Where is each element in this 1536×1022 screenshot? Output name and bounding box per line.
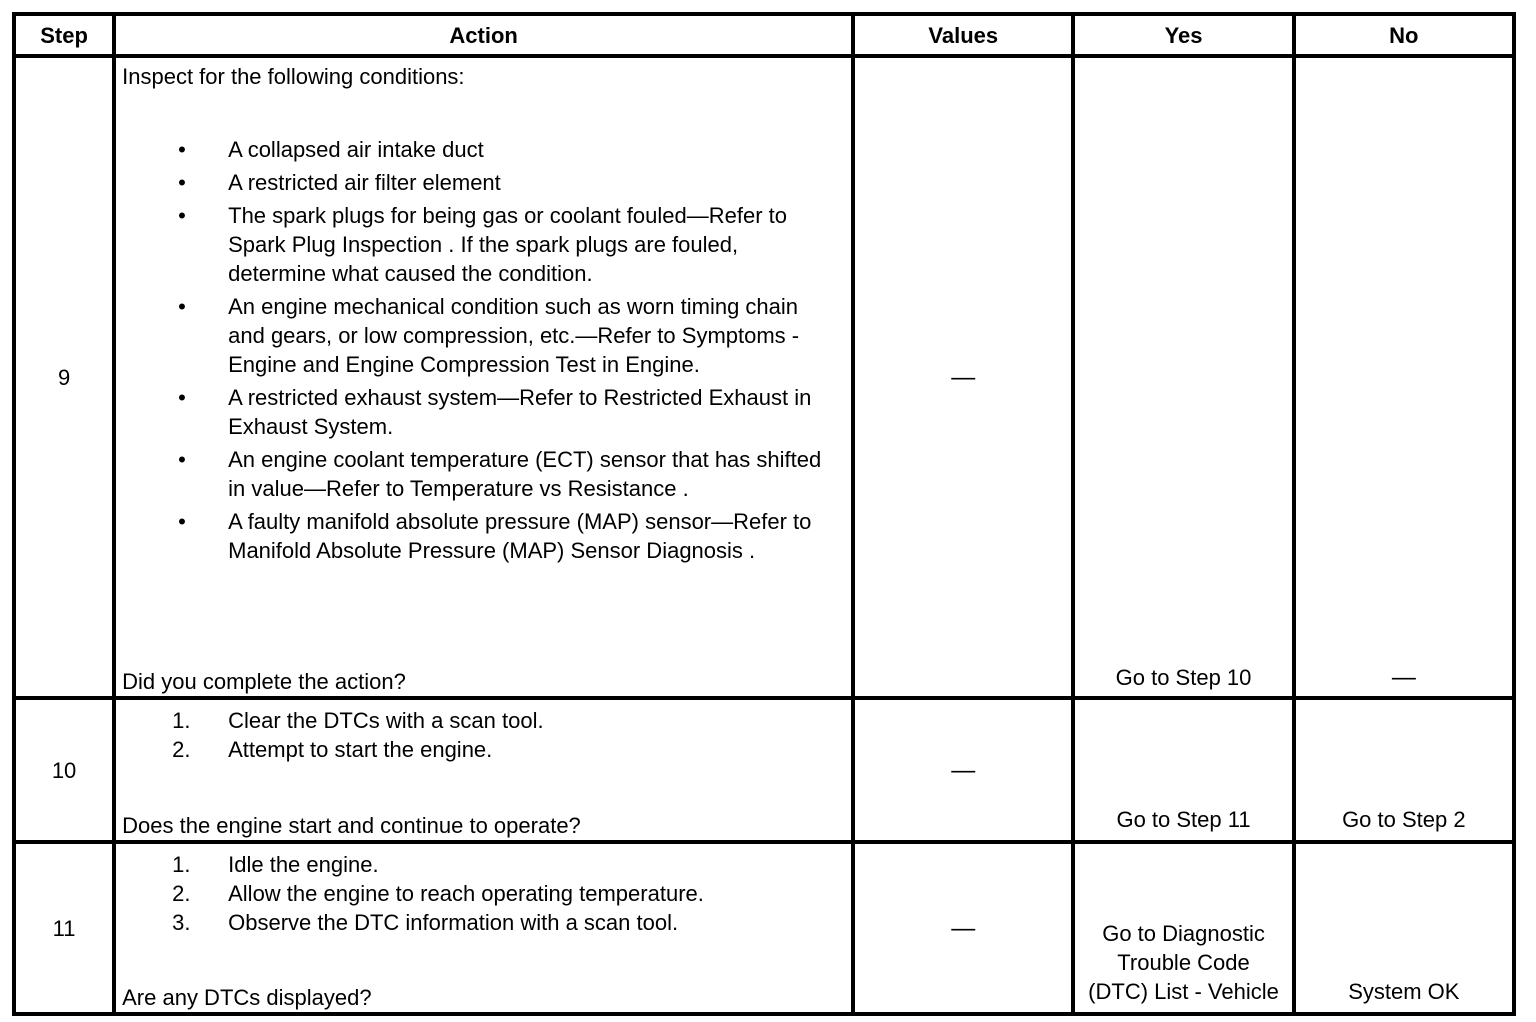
list-item: 3. Observe the DTC information with a scan tool.	[172, 910, 679, 935]
yes-cell	[1073, 698, 1293, 842]
yes-result: Go to Step 11	[1116, 807, 1251, 832]
list-item: 1. Idle the engine.	[172, 852, 379, 877]
list-item: 2. Attempt to start the engine.	[172, 737, 493, 762]
list-item: • A faulty manifold absolute pressure (MAP) sensor—Refer to Manifold Absolute Pressure (MAP) Sensor Diagnosis .	[178, 509, 812, 563]
procedure-list	[122, 850, 835, 937]
no-result: System OK	[1348, 979, 1460, 1004]
yes-cell	[1073, 842, 1293, 1014]
action-question: Did you complete the action?	[122, 669, 406, 694]
values-cell: —	[853, 698, 1073, 842]
list-item: 1. Clear the DTCs with a scan tool.	[172, 708, 544, 733]
values-cell: —	[853, 842, 1073, 1014]
bullet-icon: •	[178, 170, 186, 195]
table-row-step-9	[14, 56, 1514, 698]
list-item: • A restricted air filter element	[178, 170, 501, 195]
bullet-icon: •	[178, 385, 186, 410]
step-number: 11	[14, 842, 114, 1014]
no-result: —	[1391, 664, 1416, 691]
header-values: Values	[853, 14, 1073, 56]
list-item: • A collapsed air intake duct	[178, 137, 484, 162]
header-no: No	[1294, 14, 1514, 56]
bullet-icon: •	[178, 203, 186, 228]
action-question: Are any DTCs displayed?	[122, 985, 372, 1010]
no-cell	[1294, 698, 1514, 842]
list-item: • An engine coolant temperature (ECT) sensor that has shifted in value—Refer to Temperature vs Resistance .	[178, 447, 822, 501]
header-row	[14, 14, 1514, 56]
procedure-list	[122, 706, 835, 764]
yes-result: Go to Step 10	[1115, 665, 1252, 690]
action-cell	[114, 698, 853, 842]
header-yes: Yes	[1073, 14, 1293, 56]
table-row-step-11	[14, 842, 1514, 1014]
list-item: • An engine mechanical condition such as worn timing chain and gears, or low compression, etc.—Refer to Symptoms - Engine and Engine Compression Test in Engine.	[178, 294, 800, 377]
action-cell	[114, 56, 853, 698]
yes-cell	[1073, 56, 1293, 698]
no-cell	[1294, 842, 1514, 1014]
list-item: • A restricted exhaust system—Refer to Restricted Exhaust in Exhaust System.	[178, 385, 812, 439]
no-cell	[1294, 56, 1514, 698]
list-item: 2. Allow the engine to reach operating temperature.	[172, 881, 704, 906]
diagnostic-table	[12, 12, 1516, 1016]
values-cell: —	[853, 56, 1073, 698]
bullet-icon: •	[178, 294, 186, 319]
step-number: 10	[14, 698, 114, 842]
action-intro: Inspect for the following conditions:	[122, 64, 465, 89]
step-number: 9	[14, 56, 114, 698]
list-item: • The spark plugs for being gas or coolant fouled—Refer to Spark Plug Inspection . If the spark plugs are fouled, determine what caused the condition.	[178, 203, 787, 286]
bullet-icon: •	[178, 137, 186, 162]
bullet-icon: •	[178, 447, 186, 472]
header-step: Step	[14, 14, 114, 56]
table-row-step-10	[14, 698, 1514, 842]
condition-list	[122, 135, 835, 565]
no-result: Go to Step 2	[1342, 807, 1466, 832]
bullet-icon: •	[178, 509, 186, 534]
action-question: Does the engine start and continue to operate?	[122, 813, 581, 838]
action-cell	[114, 842, 853, 1014]
header-action: Action	[114, 14, 853, 56]
yes-result: Go to Diagnostic Trouble Code (DTC) List - Vehicle	[1088, 921, 1279, 1004]
